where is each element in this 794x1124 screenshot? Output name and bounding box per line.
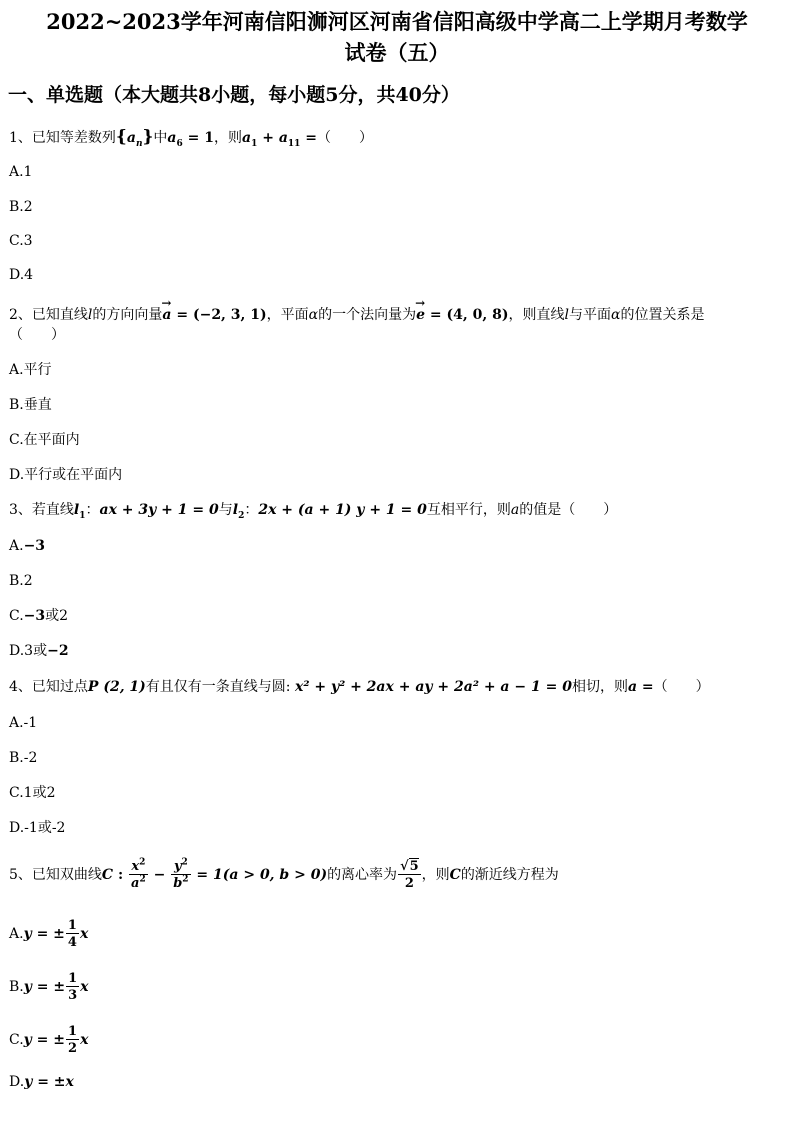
math-eq: y = ±	[23, 926, 65, 942]
math-sub: 1	[79, 510, 86, 521]
exponent: 2	[139, 874, 146, 885]
option-text: 或2	[45, 608, 69, 624]
option-label: B.	[9, 979, 24, 995]
math-op: +	[257, 130, 279, 146]
math-sub: 2	[238, 510, 245, 521]
fraction	[66, 919, 79, 949]
math-var: x	[80, 979, 89, 995]
question-text: 已知直线	[31, 307, 88, 323]
question-4	[9, 676, 785, 698]
option-label: A.	[9, 538, 24, 554]
exponent: 2	[139, 857, 146, 868]
math-var: l	[564, 307, 569, 323]
math-op: :	[113, 867, 128, 883]
math-var: b	[173, 876, 183, 891]
question-text: 若直线	[31, 502, 74, 518]
math-var: a	[242, 130, 252, 146]
question-text: ：	[244, 502, 259, 518]
exponent: 2	[182, 874, 189, 885]
math-var: l	[87, 307, 93, 323]
question-1	[9, 126, 785, 149]
math-var: x	[131, 859, 140, 874]
math-var: x	[79, 926, 89, 942]
denominator: 4	[67, 935, 77, 950]
question-text: 的方向向量	[92, 307, 163, 323]
math-sub: 6	[176, 138, 183, 149]
question-text: 已知过点	[31, 679, 88, 695]
math-var: l	[73, 502, 80, 518]
q3-option-d	[9, 640, 785, 662]
question-text: 的值是（ ）	[519, 502, 618, 518]
fraction-y	[171, 857, 190, 891]
question-2	[9, 304, 785, 326]
math-var: α	[308, 307, 319, 323]
q1-option-b: B.2	[9, 199, 33, 215]
math-eq: =	[300, 130, 318, 146]
q5-option-a	[9, 912, 785, 956]
section-heading: 一、单选题（本大题共8小题，每小题5分，共40分）	[8, 84, 460, 106]
math-var: a	[167, 130, 177, 146]
fraction-eccentricity: $\frac{√5}{2}$	[400, 859, 419, 891]
math-sub: 11	[287, 138, 301, 149]
sqrt-radicand: 5	[409, 859, 419, 874]
math-var: l	[232, 502, 239, 518]
q3-option-a	[9, 535, 785, 557]
q5-option-d	[9, 1071, 785, 1093]
numerator: 1	[68, 1024, 78, 1039]
q1-option-c: C.3	[9, 233, 33, 249]
math-var: a	[510, 502, 520, 518]
question-text: 有且仅有一条直线与圆:	[145, 679, 295, 695]
question-number: 2、	[9, 307, 32, 323]
math-eq: y = ±	[23, 1032, 66, 1048]
q1-option-a: A.1	[9, 164, 33, 180]
numerator: 1	[68, 971, 78, 986]
brace-close: }	[142, 127, 154, 147]
math-eq: = 1	[182, 130, 214, 146]
question-number: 3、	[9, 502, 32, 518]
q4-option-d: D.-1或-2	[9, 820, 66, 836]
question-text: 的一个法向量为	[318, 307, 417, 323]
question-text: 的位置关系是	[620, 307, 705, 323]
question-text: 已知双曲线	[31, 867, 102, 883]
math-eq: a =	[627, 679, 654, 695]
title-line-2: 试卷（五）	[344, 40, 450, 65]
fraction	[66, 972, 79, 1002]
math-eq: y = ±	[23, 979, 66, 995]
question-5	[9, 850, 785, 900]
math-eq: = (4, 0, 8)	[425, 307, 509, 323]
math-eq: −3	[23, 538, 46, 554]
q2-option-d: D.平行或在平面内	[9, 467, 123, 483]
option-label: C.	[9, 608, 24, 624]
math-sub: n	[135, 138, 143, 149]
question-number: 1、	[9, 130, 32, 146]
vector-a: → a	[162, 304, 171, 326]
math-op: −	[148, 867, 171, 883]
question-text: ，则	[421, 867, 450, 883]
q4-option-a: A.-1	[9, 715, 38, 731]
math-eq: x² + y² + 2ax + ay + 2a² + a − 1 = 0	[294, 679, 572, 695]
q1-option-d: D.4	[9, 267, 34, 283]
option-label: A.	[9, 926, 24, 942]
question-text: ，则	[214, 130, 242, 146]
question-text: 与	[218, 502, 233, 518]
question-number: 4、	[9, 679, 32, 695]
fraction-x	[129, 857, 148, 891]
denominator: 2	[68, 1041, 78, 1056]
denominator: 3	[68, 988, 78, 1003]
math-var: C	[449, 867, 461, 883]
math-var: C	[101, 867, 114, 883]
question-text: 互相平行，则	[426, 502, 511, 518]
math-eq: y = ±x	[24, 1074, 74, 1090]
exponent: 2	[181, 857, 188, 868]
math-eq: ax + 3y + 1 = 0	[99, 502, 219, 518]
title-line-1: 2022~2023学年河南信阳浉河区河南省信阳高级中学高二上学期月考数学	[46, 9, 748, 34]
math-var: a	[131, 876, 140, 891]
math-var: y	[173, 859, 182, 874]
math-sub: 1	[251, 138, 258, 149]
option-label: D.	[9, 1074, 25, 1090]
q2-option-a: A.平行	[9, 362, 52, 378]
question-text: 已知等差数列	[31, 130, 116, 146]
answer-blank: （ ）	[317, 130, 374, 146]
question-text: ，则直线	[508, 307, 565, 323]
math-var: a	[278, 130, 288, 146]
math-var: x	[80, 1032, 89, 1048]
q2-option-c: C.在平面内	[9, 432, 80, 448]
q3-option-c	[9, 605, 785, 627]
numerator: 1	[67, 918, 77, 933]
denominator: 2	[404, 876, 414, 891]
q2-option-b: B.垂直	[9, 397, 52, 413]
math-point: P (2, 1)	[87, 679, 146, 695]
question-text: 中	[153, 130, 168, 146]
q5-option-c	[9, 1018, 785, 1062]
math-eq: = (−2, 3, 1)	[171, 307, 267, 323]
math-eq: −2	[47, 643, 69, 659]
question-text: 相切，则	[571, 679, 628, 695]
q2-answer-blank: （ ）	[9, 327, 65, 343]
option-label: C.	[9, 1032, 24, 1048]
math-eq: = 1(a > 0, b > 0)	[191, 867, 328, 883]
math-eq: −3	[23, 608, 46, 624]
fraction	[66, 1025, 79, 1055]
math-eq: 2x + (a + 1) y + 1 = 0	[258, 502, 427, 518]
question-text: 与平面	[569, 307, 611, 323]
answer-blank: （ ）	[653, 679, 710, 695]
math-var: α	[611, 307, 621, 323]
q3-option-b: B.2	[9, 573, 33, 589]
question-text: ：	[85, 502, 100, 518]
question-number: 5、	[9, 867, 32, 883]
q4-option-b: B.-2	[9, 750, 38, 766]
q4-option-c: C.1或2	[9, 785, 56, 801]
question-3	[9, 499, 785, 521]
page-title	[8, 6, 786, 68]
brace-open: {	[115, 127, 127, 147]
question-text: 的离心率为	[327, 867, 398, 883]
question-text: ，平面	[266, 307, 309, 323]
vector-e: → e	[416, 304, 425, 326]
question-text: 的渐近线方程为	[460, 867, 559, 883]
math-var: a	[126, 130, 136, 146]
option-label: D.3或	[9, 643, 48, 659]
q5-option-b	[9, 965, 785, 1009]
